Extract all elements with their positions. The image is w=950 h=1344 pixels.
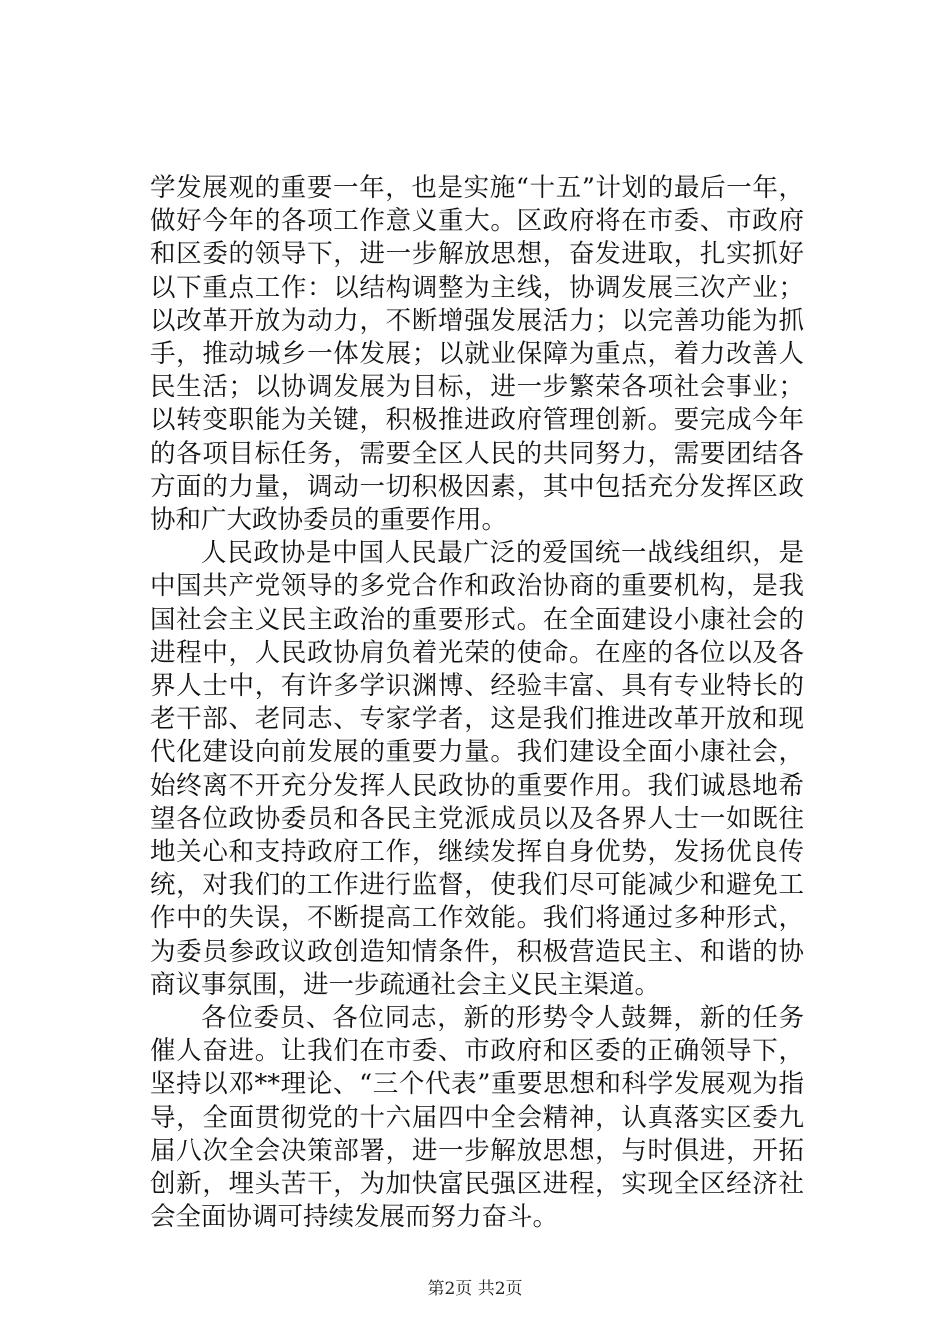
paragraph-closing: 各位委员、各位同志，新的形势令人鼓舞，新的任务催人奋进。让我们在市委、市政府和区委的正确领导下，坚持以邓**理论、“三个代表”重要思想和科学发展观为指导，全面贯彻党的十六届四中全会精神，认真落实区委九届八次全会决策部署，进一步解放思想，与时俱进，开拓创新，埋头苦干，为加快富民强区进程，实现全区经济社会全面协调可持续发展而努力奋斗。 [150, 1003, 804, 1233]
document-body [150, 172, 804, 1235]
paragraph-continuation: 学发展观的重要一年，也是实施“十五”计划的最后一年，做好今年的各项工作意义重大。区政府将在市委、市政府和区委的领导下，进一步解放思想，奋发进取，扎实抓好以下重点工作：以结构调整为主线，协调发展三次产业；以改革开放为动力，不断增强发展活力；以完善功能为抓手，推动城乡一体发展；以就业保障为重点，着力改善人民生活；以协调发展为目标，进一步繁荣各项社会事业；以转变职能为关键，积极推进政府管理创新。要完成今年的各项目标任务，需要全区人民的共同努力，需要团结各方面的力量，调动一切积极因素，其中包括充分发挥区政协和广大政协委员的重要作用。 [150, 173, 804, 536]
page-number-footer: 第2页 共2页 [427, 1279, 523, 1299]
paragraph-cppcc-role: 人民政协是中国人民最广泛的爱国统一战线组织，是中国共产党领导的多党合作和政治协商的重要机构，是我国社会主义民主政治的重要形式。在全面建设小康社会的进程中，人民政协肩负着光荣的使命。在座的各位以及各界人士中，有许多学识渊博、经验丰富、具有专业特长的老干部、老同志、专家学者，这是我们推进改革开放和现代化建设向前发展的重要力量。我们建设全面小康社会，始终离不开充分发挥人民政协的重要作用。我们诚恳地希望各位政协委员和各民主党派成员以及各界人士一如既往地关心和支持政府工作，继续发挥自身优势，发扬优良传统，对我们的工作进行监督，使我们尽可能减少和避免工作中的失误，不断提高工作效能。我们将通过多种形式，为委员参政议政创造知情条件，积极营造民主、和谐的协商议事氛围，进一步疏通社会主义民主渠道。 [150, 538, 804, 1000]
